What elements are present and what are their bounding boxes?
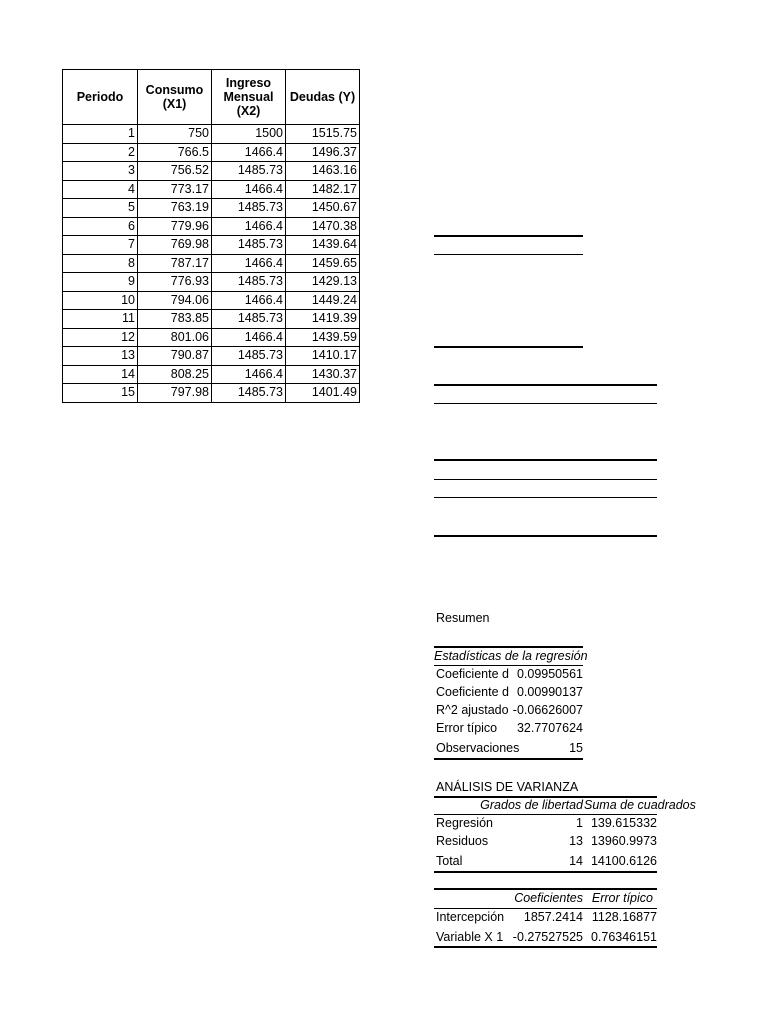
anova-row-label: Residuos (436, 834, 489, 848)
divider (434, 459, 657, 461)
coef-row-value: 1857.2414 (523, 910, 583, 924)
cell-deudas: 1430.37 (286, 365, 360, 384)
table-row (63, 180, 360, 199)
table-row (63, 310, 360, 329)
cell-deudas: 1410.17 (286, 347, 360, 366)
stat-value: 0.09950561 (516, 667, 583, 681)
cell-periodo: 5 (63, 199, 138, 218)
stat-label: Coeficiente d (436, 667, 509, 681)
anova-row-label: Regresión (436, 816, 493, 830)
anova-header-ss: Suma de cuadrados (584, 798, 696, 812)
anova-row-df: 14 (569, 854, 583, 868)
cell-ingreso: 1485.73 (212, 236, 286, 255)
cell-ingreso: 1466.4 (212, 291, 286, 310)
anova-row-ss: 139.615332 (590, 816, 657, 830)
cell-ingreso: 1485.73 (212, 162, 286, 181)
anova-header-df: Grados de libertad (480, 798, 583, 812)
cell-consumo: 783.85 (138, 310, 212, 329)
cell-ingreso: 1466.4 (212, 143, 286, 162)
cell-deudas: 1463.16 (286, 162, 360, 181)
cell-periodo: 8 (63, 254, 138, 273)
cell-ingreso: 1466.4 (212, 365, 286, 384)
divider (434, 254, 583, 255)
cell-consumo: 794.06 (138, 291, 212, 310)
cell-consumo: 773.17 (138, 180, 212, 199)
summary-title: Resumen (436, 611, 490, 625)
table-row (63, 365, 360, 384)
anova-row-ss: 13960.9973 (590, 834, 657, 848)
table-row (63, 273, 360, 292)
stat-value: 32.7707624 (516, 721, 583, 735)
cell-consumo: 790.87 (138, 347, 212, 366)
cell-periodo: 15 (63, 384, 138, 403)
cell-periodo: 9 (63, 273, 138, 292)
header-consumo: Consumo (X1) (138, 70, 212, 125)
table-row (63, 384, 360, 403)
coef-row-label: Variable X 1 (436, 930, 504, 944)
cell-consumo: 808.25 (138, 365, 212, 384)
divider (434, 535, 657, 537)
cell-consumo: 766.5 (138, 143, 212, 162)
divider (434, 346, 583, 348)
stat-value: -0.06626007 (512, 703, 583, 717)
divider (434, 384, 657, 386)
table-row (63, 347, 360, 366)
cell-deudas: 1482.17 (286, 180, 360, 199)
table-row (63, 199, 360, 218)
cell-ingreso: 1466.4 (212, 217, 286, 236)
table-row (63, 125, 360, 144)
cell-deudas: 1459.65 (286, 254, 360, 273)
cell-ingreso: 1485.73 (212, 347, 286, 366)
table-row (63, 162, 360, 181)
data-table (62, 69, 360, 403)
divider (434, 946, 657, 948)
cell-deudas: 1401.49 (286, 384, 360, 403)
anova-row-df: 13 (569, 834, 583, 848)
cell-ingreso: 1485.73 (212, 199, 286, 218)
cell-periodo: 13 (63, 347, 138, 366)
cell-deudas: 1450.67 (286, 199, 360, 218)
coef-err-header: Error típico (591, 891, 653, 905)
cell-deudas: 1449.24 (286, 291, 360, 310)
table-row (63, 328, 360, 347)
cell-periodo: 2 (63, 143, 138, 162)
cell-deudas: 1439.59 (286, 328, 360, 347)
cell-periodo: 1 (63, 125, 138, 144)
stat-value: 0.00990137 (516, 685, 583, 699)
cell-consumo: 756.52 (138, 162, 212, 181)
coef-row-label: Intercepción (436, 910, 505, 924)
cell-ingreso: 1485.73 (212, 273, 286, 292)
cell-periodo: 10 (63, 291, 138, 310)
stat-label: Observaciones (436, 741, 520, 755)
divider (434, 235, 583, 237)
table-row (63, 291, 360, 310)
cell-deudas: 1496.37 (286, 143, 360, 162)
cell-periodo: 3 (63, 162, 138, 181)
cell-consumo: 769.98 (138, 236, 212, 255)
cell-deudas: 1470.38 (286, 217, 360, 236)
divider (434, 758, 583, 760)
cell-periodo: 7 (63, 236, 138, 255)
divider (434, 403, 657, 404)
coef-row-value: -0.27527525 (512, 930, 583, 944)
cell-consumo: 779.96 (138, 217, 212, 236)
coef-header: Coeficientes (514, 891, 583, 905)
table-body (63, 125, 360, 403)
cell-consumo: 750 (138, 125, 212, 144)
coef-row-err: 0.76346151 (590, 930, 657, 944)
header-ingreso: Ingreso Mensual (X2) (212, 70, 286, 125)
stat-label: R^2 ajustado (436, 703, 509, 717)
divider (434, 871, 657, 873)
cell-ingreso: 1485.73 (212, 384, 286, 403)
cell-periodo: 14 (63, 365, 138, 384)
cell-ingreso: 1485.73 (212, 310, 286, 329)
cell-deudas: 1439.64 (286, 236, 360, 255)
anova-row-label: Total (436, 854, 463, 868)
stats-header: Estadísticas de la regresión (434, 649, 588, 663)
cell-consumo: 787.17 (138, 254, 212, 273)
cell-consumo: 763.19 (138, 199, 212, 218)
cell-deudas: 1429.13 (286, 273, 360, 292)
table-row (63, 217, 360, 236)
stat-label: Error típico (436, 721, 498, 735)
header-periodo: Periodo (63, 70, 138, 125)
cell-consumo: 801.06 (138, 328, 212, 347)
cell-periodo: 4 (63, 180, 138, 199)
table-row (63, 254, 360, 273)
cell-periodo: 11 (63, 310, 138, 329)
cell-consumo: 797.98 (138, 384, 212, 403)
table-row (63, 236, 360, 255)
cell-ingreso: 1466.4 (212, 254, 286, 273)
cell-deudas: 1419.39 (286, 310, 360, 329)
table-header-row (63, 70, 360, 125)
cell-ingreso: 1466.4 (212, 328, 286, 347)
anova-title: ANÁLISIS DE VARIANZA (436, 780, 579, 794)
cell-deudas: 1515.75 (286, 125, 360, 144)
header-deudas: Deudas (Y) (286, 70, 360, 125)
anova-row-df: 1 (576, 816, 583, 830)
coef-row-err: 1128.16877 (591, 910, 657, 924)
cell-ingreso: 1466.4 (212, 180, 286, 199)
cell-periodo: 6 (63, 217, 138, 236)
cell-ingreso: 1500 (212, 125, 286, 144)
cell-consumo: 776.93 (138, 273, 212, 292)
stat-value: 15 (569, 741, 583, 755)
stat-label: Coeficiente d (436, 685, 509, 699)
cell-periodo: 12 (63, 328, 138, 347)
anova-row-ss: 14100.6126 (590, 854, 657, 868)
table-row (63, 143, 360, 162)
divider (434, 497, 657, 498)
divider (434, 479, 657, 480)
